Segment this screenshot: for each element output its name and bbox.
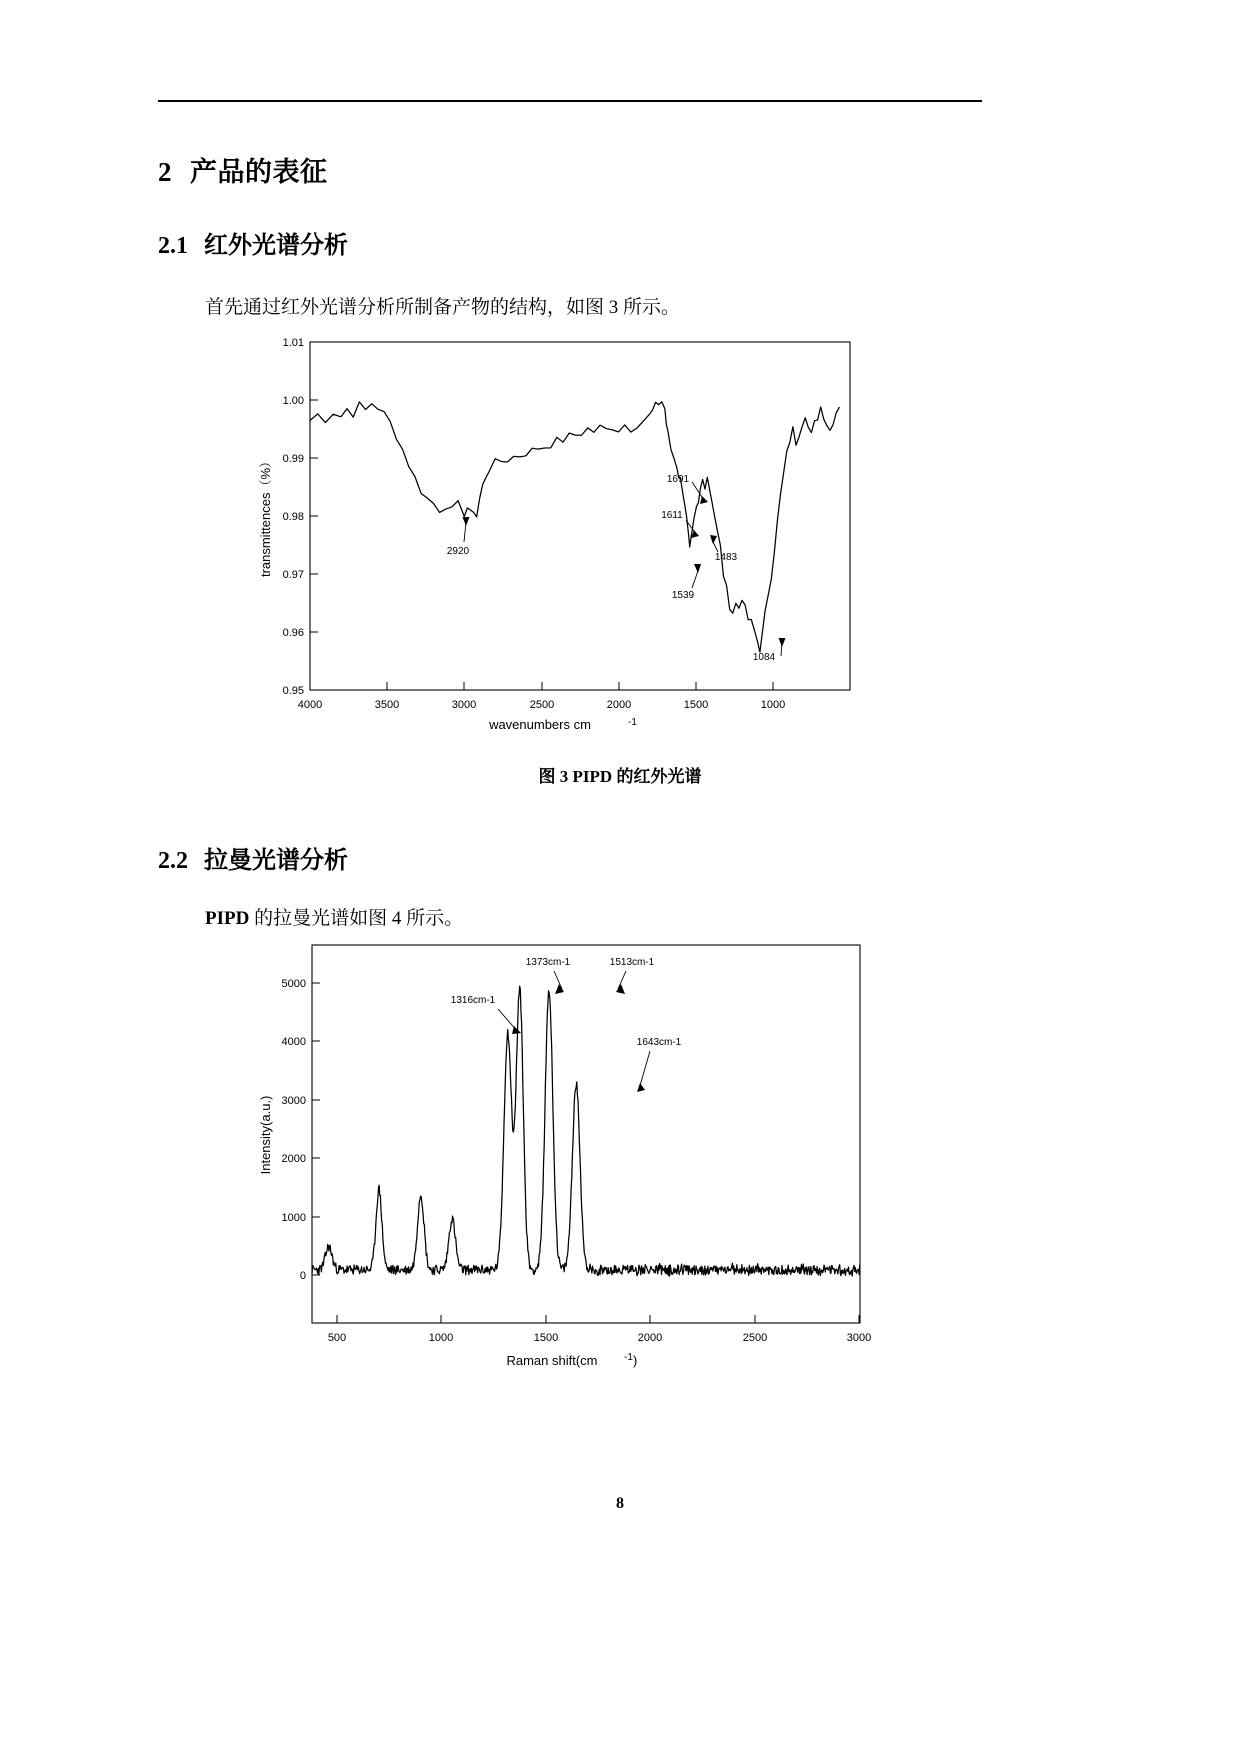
- ir-annotations: [447, 474, 786, 663]
- raman-annotations: [451, 957, 682, 1092]
- ir-y-axis-label: transmittences（%）: [258, 454, 273, 578]
- subsection-heading-raman: [158, 840, 348, 875]
- figure-ir-spectrum: [240, 330, 870, 745]
- raman-ytick-2000: 2000: [281, 1153, 306, 1165]
- ir-peak-label-1691: 1691: [666, 474, 690, 485]
- ir-x-axis: [298, 682, 785, 711]
- ir-xtick-2000: 2000: [606, 699, 632, 711]
- ir-plot-frame: [310, 342, 850, 690]
- raman-y-axis: [282, 978, 320, 1282]
- ir-ytick-2: 0.97: [282, 569, 304, 581]
- raman-xtick-500: 500: [327, 1332, 347, 1344]
- ir-xtick-4000: 4000: [297, 699, 323, 711]
- ir-ytick-6: 1.01: [282, 337, 304, 349]
- raman-xtick-1500: 1500: [533, 1332, 559, 1344]
- raman-xtick-2000: 2000: [637, 1332, 663, 1344]
- ir-peak-label-1084: 1084: [752, 652, 776, 663]
- ir-ytick-0: 0.95: [282, 685, 304, 697]
- raman-ytick-1000: 1000: [281, 1212, 306, 1224]
- ir-xtick-1000: 1000: [760, 699, 786, 711]
- header-rule: [158, 100, 982, 102]
- subsection-number-ir: 2.1: [158, 233, 188, 259]
- figure-raman-spectrum: [236, 935, 884, 1400]
- ir-peak-label-2920: 2920: [446, 546, 470, 557]
- paragraph-raman-rest: 的拉曼光谱如图 4 所示。: [249, 908, 464, 929]
- raman-x-axis-label: [506, 1352, 637, 1368]
- ir-ytick-5: 1.00: [282, 395, 304, 407]
- ir-ytick-3: 0.98: [282, 511, 304, 523]
- ir-peak-label-1483: 1483: [714, 552, 738, 563]
- subsection-title-raman: 拉曼光谱分析: [204, 847, 348, 874]
- svg-text:Raman shift(cm: Raman shift(cm: [506, 1353, 598, 1368]
- ir-peak-label-1539: 1539: [671, 590, 695, 601]
- ir-ytick-4: 0.99: [282, 453, 304, 465]
- ir-x-axis-label: [488, 717, 637, 732]
- raman-y-axis-label: Intensity(a.u.): [258, 1095, 273, 1175]
- raman-curve: [312, 986, 860, 1276]
- figure-caption-3: 图 3 PIPD 的红外光谱: [538, 767, 702, 786]
- raman-ytick-0: 0: [299, 1270, 306, 1282]
- ir-xtick-1500: 1500: [683, 699, 709, 711]
- ir-peak-label-1611: 1611: [661, 510, 683, 521]
- raman-peak-label-1316: 1316cm-1: [450, 995, 496, 1006]
- paragraph-ir: 首先通过红外光谱分析所制备产物的结构，如图 3 所示。: [205, 297, 681, 318]
- ir-spectrum-svg: [240, 330, 870, 745]
- raman-x-axis: [328, 1315, 871, 1344]
- raman-x-axis-label-end: ): [633, 1353, 638, 1368]
- ir-curve: [310, 402, 839, 652]
- raman-xtick-3000: 3000: [846, 1332, 872, 1344]
- subsection-number-raman: 2.2: [158, 848, 188, 874]
- raman-x-axis-label-sup: -1: [624, 1352, 633, 1363]
- raman-spectrum-svg: [236, 935, 884, 1400]
- ir-xtick-3000: 3000: [451, 699, 477, 711]
- svg-text:wavenumbers cm: wavenumbers cm: [489, 717, 591, 732]
- subsection-title-ir: 红外光谱分析: [204, 232, 348, 259]
- raman-peak-label-1373: 1373cm-1: [525, 957, 571, 968]
- raman-xtick-2500: 2500: [742, 1332, 768, 1344]
- ir-xtick-3500: 3500: [374, 699, 400, 711]
- paragraph-raman-bold: PIPD: [205, 908, 250, 929]
- section-title: 产品的表征: [190, 157, 328, 187]
- raman-ytick-3000: 3000: [281, 1095, 306, 1107]
- raman-peak-label-1513: 1513cm-1: [609, 957, 655, 968]
- ir-ytick-1: 0.96: [282, 627, 304, 639]
- ir-y-axis: [283, 337, 318, 697]
- raman-ytick-5000: 5000: [281, 978, 306, 990]
- ir-x-axis-label-sup: -1: [628, 717, 637, 728]
- page-number: 8: [616, 1495, 624, 1512]
- paragraph-raman: [205, 903, 463, 930]
- section-heading: [158, 150, 328, 189]
- raman-xtick-1000: 1000: [428, 1332, 454, 1344]
- raman-ytick-4000: 4000: [281, 1036, 306, 1048]
- subsection-heading-ir: [158, 225, 348, 260]
- section-number: 2: [158, 157, 172, 187]
- ir-xtick-2500: 2500: [529, 699, 555, 711]
- raman-peak-label-1643: 1643cm-1: [636, 1037, 682, 1048]
